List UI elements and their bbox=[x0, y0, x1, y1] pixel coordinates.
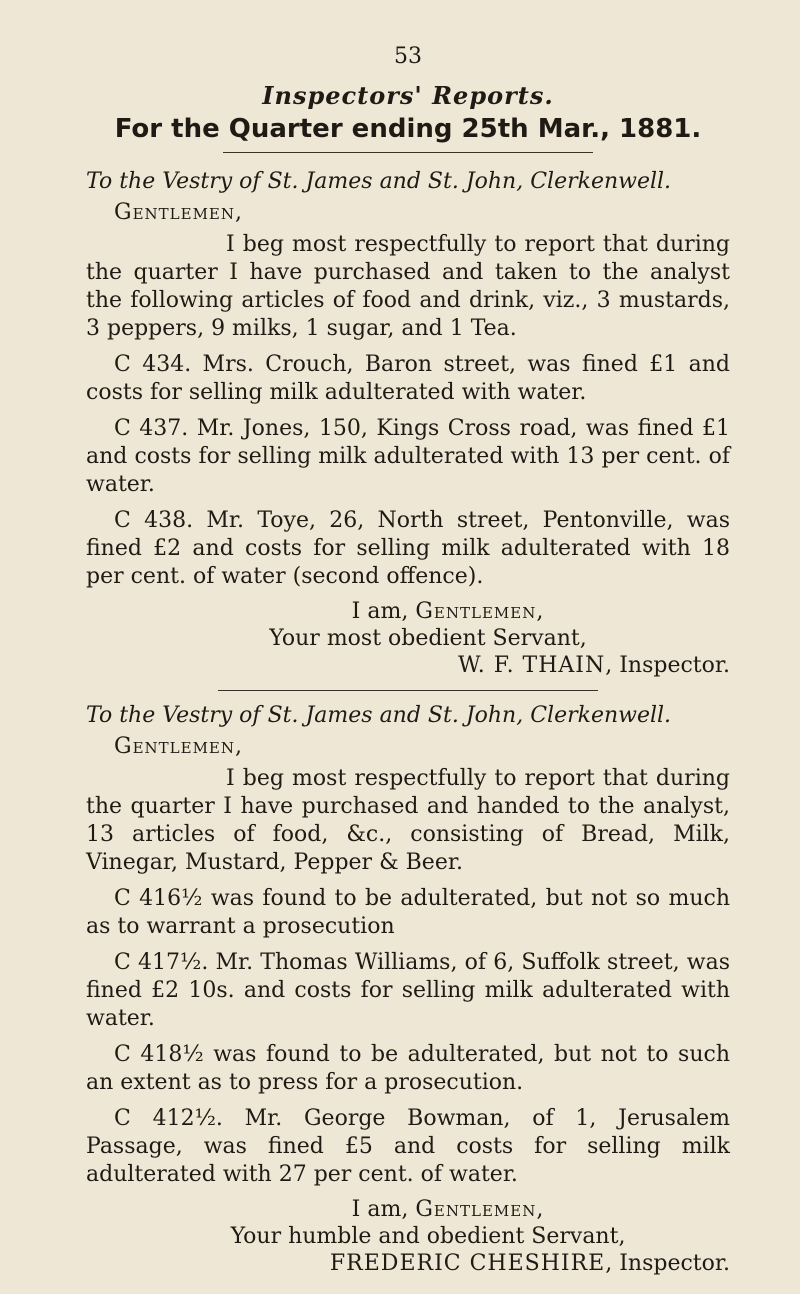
report2-signature bbox=[86, 1251, 730, 1276]
report1-signature bbox=[86, 653, 730, 678]
signature-name: FREDERIC CHESHIRE bbox=[329, 1251, 606, 1276]
closing-gentlemen: Gentlemen, bbox=[415, 599, 545, 624]
report2-greeting: Gentlemen, bbox=[114, 734, 243, 759]
report1-paragraph: C 434. Mrs. Crouch, Baron street, was fined £1 and costs for selling milk adulterated with water. bbox=[86, 352, 730, 405]
report2-closing bbox=[86, 1197, 730, 1222]
report-cheshire bbox=[86, 703, 730, 1276]
report-thain bbox=[86, 169, 730, 678]
page-number: 53 bbox=[394, 44, 422, 69]
report2-paragraph: C 418½ was found to be adulterated, but not to such an extent as to press for a prosecution. bbox=[86, 1042, 730, 1095]
report2-paragraph: C 417½. Mr. Thomas Williams, of 6, Suffolk street, was fined £2 10s. and costs for selling milk adulterated with water. bbox=[86, 950, 730, 1031]
page-heading: Inspectors' Reports. bbox=[262, 81, 554, 110]
closing-prefix: I am, bbox=[351, 599, 416, 624]
report1-address: To the Vestry of St. James and St. John, Clerkenwell. bbox=[86, 169, 672, 194]
report1-paragraph: C 438. Mr. Toye, 26, North street, Pentonville, was fined £2 and costs for selling milk adulterated with 18 per cent. of water (second offence). bbox=[86, 508, 730, 589]
report1-greeting: Gentlemen, bbox=[114, 200, 243, 225]
report1-closing bbox=[86, 599, 730, 624]
signature-title: , Inspector. bbox=[605, 1251, 730, 1276]
report2-paragraph: I beg most respectfully to report that during the quarter I have purchased and handed to the analyst, 13 articles of food, &c., consisting of Bread, Milk, Vinegar, Mustard, Pepper & Beer. bbox=[86, 766, 730, 875]
report1-closing-servant: Your most obedient Servant, bbox=[269, 626, 587, 651]
report2-address: To the Vestry of St. James and St. John, Clerkenwell. bbox=[86, 703, 672, 728]
closing-prefix: I am, bbox=[351, 1197, 416, 1222]
report1-paragraph: I beg most respectfully to report that during the quarter I have purchased and taken to the analyst the following articles of food and drink, viz., 3 mustards, 3 peppers, 9 milks, 1 sugar, and 1 Tea. bbox=[86, 232, 730, 341]
signature-name: W. F. THAIN bbox=[457, 653, 606, 678]
report2-paragraph: C 412½. Mr. George Bowman, of 1, Jerusalem Passage, was fined £5 and costs for selling milk adulterated with 27 per cent. of water. bbox=[86, 1106, 730, 1187]
closing-gentlemen: Gentlemen, bbox=[415, 1197, 545, 1222]
page-subheading: For the Quarter ending 25th Mar., 1881. bbox=[114, 114, 702, 144]
report-divider bbox=[218, 690, 598, 691]
signature-title: , Inspector. bbox=[605, 653, 730, 678]
report2-paragraph: C 416½ was found to be adulterated, but not so much as to warrant a prosecution bbox=[86, 886, 730, 939]
report1-paragraph: C 437. Mr. Jones, 150, Kings Cross road, was fined £1 and costs for selling milk adulterated with 13 per cent. of water. bbox=[86, 416, 730, 497]
report2-closing-servant: Your humble and obedient Servant, bbox=[230, 1224, 626, 1249]
heading-divider bbox=[223, 152, 593, 153]
